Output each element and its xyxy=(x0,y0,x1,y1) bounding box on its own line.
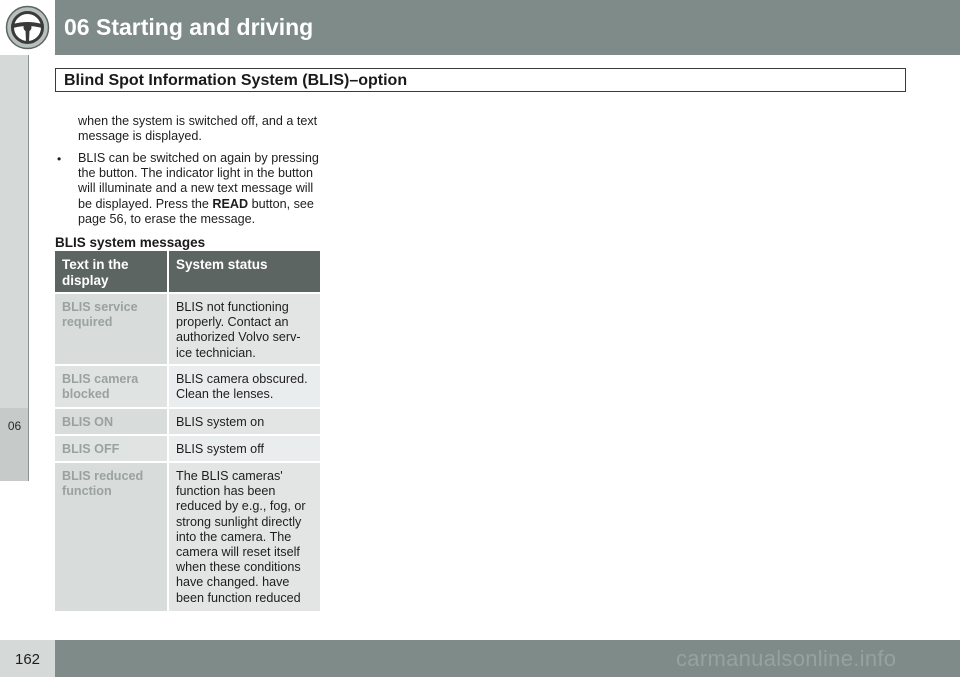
column-header-display: Text in the display xyxy=(55,251,167,292)
table-row xyxy=(55,463,320,611)
table-heading: BLIS system messages xyxy=(55,235,206,250)
table-row xyxy=(55,366,320,407)
paragraph-continued: when the system is switched off, and a text message is displayed. xyxy=(78,114,318,144)
paragraph-text: BLIS can be switched on again by pressing the button. The indicator light in the button will illuminate and a new text message will be displayed. Press the xyxy=(78,151,319,211)
status-cell: BLIS not functioning properly. Contact an authorized Volvo serv-ice technician. xyxy=(169,294,320,364)
display-text-cell: BLIS camera blocked xyxy=(55,366,167,407)
table-row xyxy=(55,436,320,461)
paragraph-text-end: button, see page 56, to erase the message. xyxy=(78,196,314,226)
display-text-cell: BLIS service required xyxy=(55,294,167,364)
steering-wheel-icon xyxy=(4,4,51,51)
read-button-label: READ xyxy=(212,196,249,211)
chapter-title: 06 Starting and driving xyxy=(64,14,314,40)
status-cell: BLIS system off xyxy=(169,436,320,461)
status-cell: BLIS system on xyxy=(169,409,320,434)
chapter-tab-label: 06 xyxy=(7,419,22,433)
section-heading-box xyxy=(55,68,906,92)
column-header-status: System status xyxy=(169,251,320,292)
table-header-row xyxy=(55,251,320,292)
bullet-icon: • xyxy=(57,152,62,166)
status-cell: The BLIS cameras' function has been reduced by e.g., fog, or strong sunlight directly into the camera. The camera will reset itself when these conditions have changed. have been function reduced xyxy=(169,463,320,611)
paragraph-bullet xyxy=(78,151,324,227)
watermark: carmanualsonline.info xyxy=(676,646,897,671)
section-title: Blind Spot Information System (BLIS)–option xyxy=(64,72,408,89)
table-row xyxy=(55,409,320,434)
table-row xyxy=(55,294,320,364)
blis-messages-table xyxy=(55,251,320,613)
status-cell: BLIS camera obscured. Clean the lenses. xyxy=(169,366,320,407)
display-text-cell: BLIS reduced function xyxy=(55,463,167,611)
page-number: 162 xyxy=(14,651,41,668)
display-text-cell: BLIS ON xyxy=(55,409,167,434)
display-text-cell: BLIS OFF xyxy=(55,436,167,461)
logo-box xyxy=(0,0,55,55)
